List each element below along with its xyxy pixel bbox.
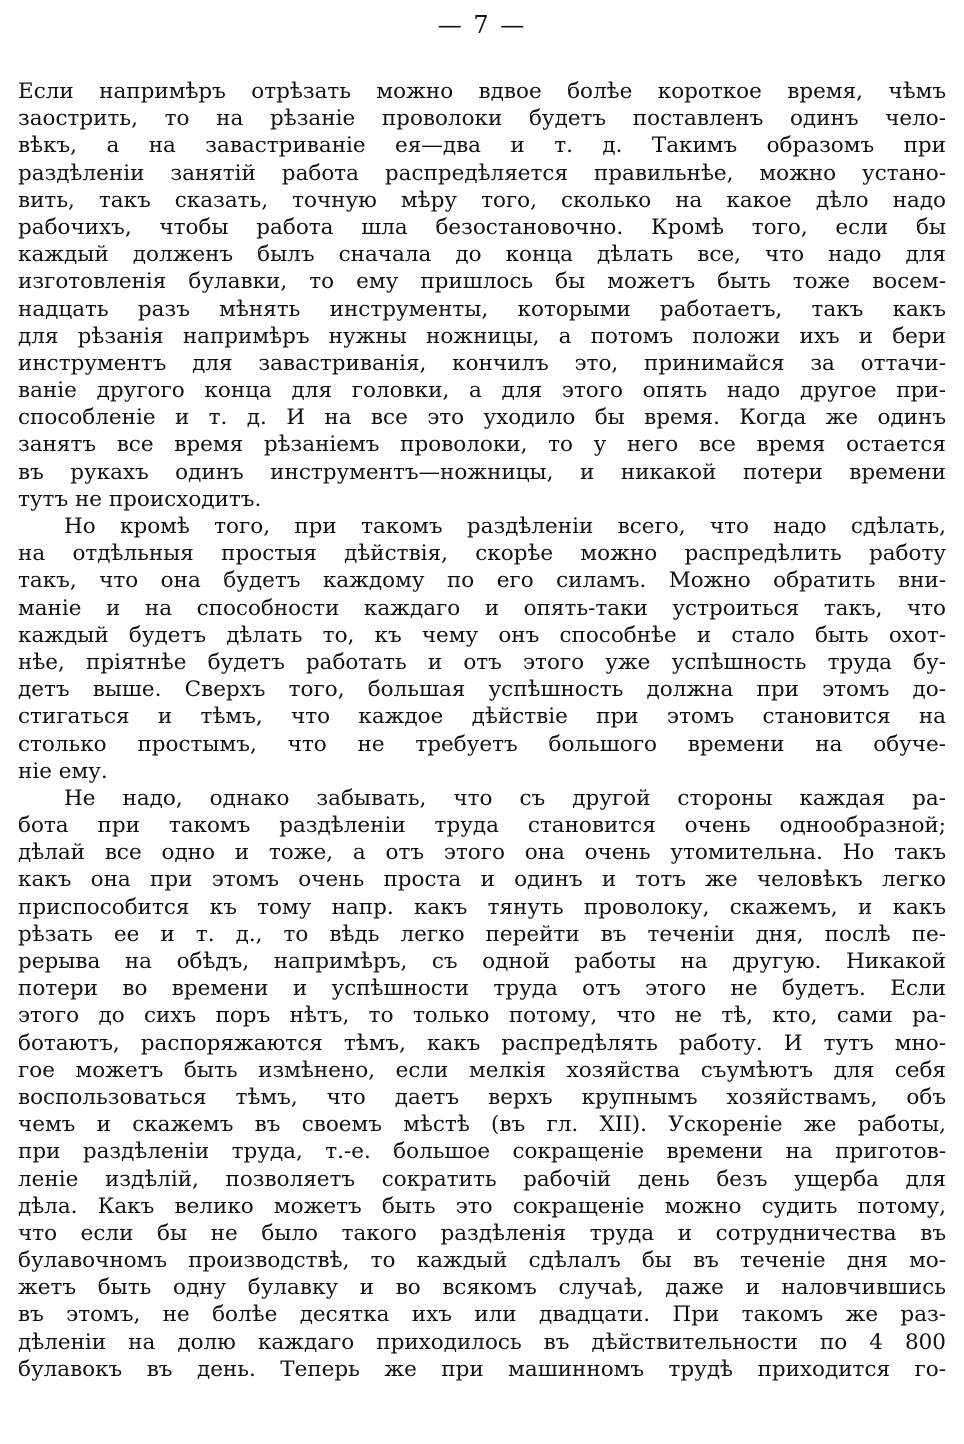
text-line: какъ она при этомъ очень проста и одинъ и тотъ же человѣкъ легко — [18, 867, 946, 893]
text-line: нѣе, пріятнѣе будетъ работать и отъ этого уже успѣшность труда бу- — [18, 649, 946, 675]
text-line: столько простымъ, что не требуетъ большого времени на обуче- — [18, 731, 946, 757]
text-line: жетъ быть одну булавку и во всякомъ случаѣ, даже и наловчившись — [18, 1275, 946, 1301]
text-line: чемъ и скажемъ въ своемъ мѣстѣ (въ гл. XII). Ускореніе же работы, — [18, 1112, 946, 1138]
text-line: бота при такомъ раздѣленіи труда становится очень однообразной; — [18, 813, 946, 839]
paragraph-3 — [18, 785, 946, 1383]
text-line: каждый долженъ былъ сначала до конца дѣлать все, что надо для — [18, 242, 946, 268]
text-line: ваніе другого конца для головки, а для этого опять надо другое при- — [18, 378, 946, 404]
text-line: каждый будетъ дѣлать то, къ чему онъ способнѣе и стало быть охот- — [18, 622, 946, 648]
text-line: потери во времени и успѣшности труда отъ этого не будетъ. Если — [18, 976, 946, 1002]
text-line: Но кромѣ того, при такомъ раздѣленіи всего, что надо сдѣлать, — [64, 514, 946, 539]
text-line: заострить, то на рѣзаніе проволоки будетъ поставленъ одинъ чело- — [18, 106, 946, 132]
text-line: дѣлай все одно и тоже, а отъ этого она очень утомительна. Но такъ — [18, 840, 946, 866]
text-line: приспособится къ тому напр. какъ тянуть проволоку, скажемъ, и какъ — [18, 894, 946, 920]
text-line: булавочномъ производствѣ, то каждый сдѣлалъ бы въ теченіе дня мо- — [18, 1248, 946, 1274]
text-line: такъ, что она будетъ каждому по его силамъ. Можно обратить вни- — [18, 568, 946, 594]
text-line: дѣла. Какъ велико можетъ быть это сокращеніе можно судить потому, — [18, 1193, 946, 1219]
text-line: вить, такъ сказать, точную мѣру того, сколько на какое дѣло надо — [18, 187, 946, 213]
paragraph-1 — [18, 78, 946, 513]
text-line: что если бы не было такого раздѣленія труда и сотрудничества въ — [18, 1220, 946, 1246]
text-line: изготовленія булавки, то ему пришлось бы можетъ быть тоже восем- — [18, 269, 946, 295]
text-line: при раздѣленіи труда, т.-е. большое сокращеніе времени на приготов- — [18, 1139, 946, 1165]
page-number: — 7 — — [437, 11, 527, 39]
body-text — [18, 78, 946, 1383]
text-line: надцать разъ мѣнять инструменты, которыми работаетъ, такъ какъ — [18, 296, 946, 322]
text-line: рерыва на обѣдъ, напримѣръ, съ одной работы на другую. Никакой — [18, 949, 946, 974]
text-line: въ этомъ, не болѣе десятка ихъ или двадцати. При такомъ же раз- — [18, 1302, 946, 1328]
text-line: ніе ему. — [18, 758, 108, 784]
text-line: тутъ не происходитъ. — [18, 486, 262, 512]
text-line: гое можетъ быть измѣнено, если мелкія хозяйства съумѣютъ для себя — [18, 1057, 946, 1083]
text-line: вѣкъ, а на завастриваніе ея—два и т. д. Такимъ образомъ при — [18, 133, 946, 159]
text-line: раздѣленіи занятій работа распредѣляется правильнѣе, можно устано- — [18, 160, 946, 186]
text-line: леніе издѣлій, позволяетъ сократить рабочій день безъ ущерба для — [18, 1166, 946, 1192]
text-line: ботаютъ, распоряжаются тѣмъ, какъ распредѣлять работу. И тутъ мно- — [18, 1030, 946, 1056]
text-line: булавокъ въ день. Теперь же при машинномъ трудѣ приходится го- — [18, 1356, 946, 1382]
text-line: стигаться и тѣмъ, что каждое дѣйствіе при этомъ становится на — [18, 704, 946, 730]
text-line: для рѣзанія напримѣръ нужны ножницы, а потомъ положи ихъ и бери — [18, 323, 946, 349]
paragraph-2 — [18, 513, 946, 785]
text-line: рабочихъ, чтобы работа шла безостановочно. Кромѣ того, если бы — [18, 214, 946, 240]
text-line: Если напримѣръ отрѣзать можно вдвое болѣе короткое время, чѣмъ — [18, 79, 946, 104]
text-line: на отдѣльныя простыя дѣйствія, скорѣе можно распредѣлить работу — [18, 541, 946, 567]
text-line: дѣленіи на долю каждаго приходилось въ дѣйствительности по 4 800 — [18, 1329, 946, 1355]
text-line: детъ выше. Сверхъ того, большая успѣшность должна при этомъ до- — [18, 677, 946, 703]
text-line: рѣзать ее и т. д., то вѣдь легко перейти въ теченіи дня, послѣ пе- — [18, 921, 946, 947]
text-line: въ рукахъ одинъ инструментъ—ножницы, и никакой потери времени — [18, 459, 946, 485]
text-line: занятъ все время рѣзаніемъ проволоки, то у него все время остается — [18, 432, 946, 458]
text-line: этого до сихъ поръ нѣтъ, то только потому, что не тѣ, кто, сами ра- — [18, 1003, 946, 1029]
text-line: инструментъ для завастриванія, кончилъ это, принимайся за оттачи- — [18, 350, 946, 376]
text-line: воспользоваться тѣмъ, что даетъ верхъ крупнымъ хозяйствамъ, объ — [18, 1084, 946, 1110]
text-line: Не надо, однако забывать, что съ другой стороны каждая ра- — [64, 785, 946, 811]
text-line: способленіе и т. д. И на все это уходило бы время. Когда же одинъ — [18, 405, 946, 431]
text-line: маніе и на способности каждаго и опять-таки устроиться такъ, что — [18, 595, 946, 621]
